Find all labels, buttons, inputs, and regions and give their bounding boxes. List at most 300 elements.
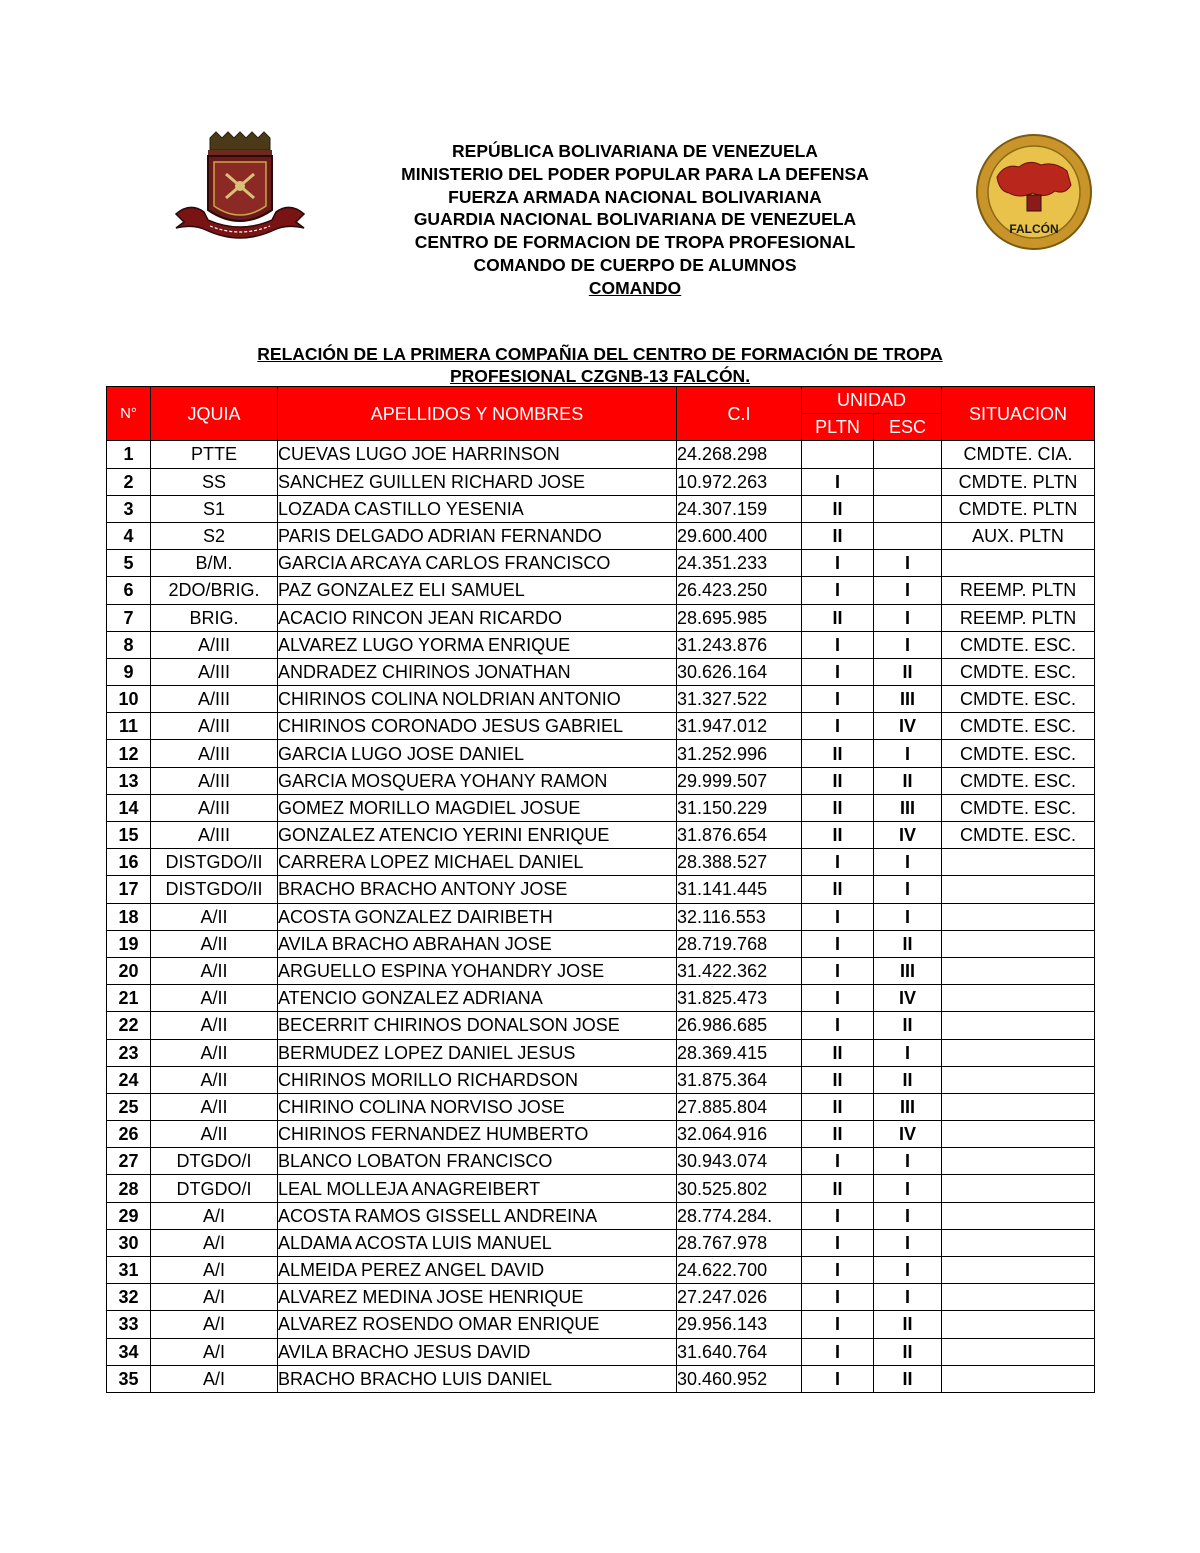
- table-row: [107, 740, 1095, 767]
- row-platoon: I: [802, 631, 874, 658]
- table-row: [107, 1202, 1095, 1229]
- row-squad: IV: [874, 1121, 942, 1148]
- row-id-number: 28.719.768: [677, 930, 802, 957]
- roster-table: [106, 386, 1095, 1393]
- row-rank: A/III: [151, 658, 278, 685]
- row-number: 32: [107, 1284, 151, 1311]
- row-full-name: BRACHO BRACHO ANTONY JOSE: [278, 876, 677, 903]
- row-rank: A/III: [151, 740, 278, 767]
- row-squad: [874, 468, 942, 495]
- column-header-ci: C.I: [677, 387, 802, 441]
- row-platoon: I: [802, 903, 874, 930]
- row-number: 3: [107, 495, 151, 522]
- header-line: MINISTERIO DEL PODER POPULAR PARA LA DEFENSA: [401, 163, 869, 184]
- row-squad: I: [874, 1202, 942, 1229]
- table-row: [107, 631, 1095, 658]
- row-full-name: CARRERA LOPEZ MICHAEL DANIEL: [278, 849, 677, 876]
- row-rank: A/I: [151, 1311, 278, 1338]
- row-id-number: 28.369.415: [677, 1039, 802, 1066]
- row-squad: II: [874, 1066, 942, 1093]
- header-underlined-line: COMANDO: [588, 277, 682, 298]
- row-squad: II: [874, 1338, 942, 1365]
- row-number: 25: [107, 1093, 151, 1120]
- row-full-name: AVILA BRACHO ABRAHAN JOSE: [278, 930, 677, 957]
- table-row: [107, 550, 1095, 577]
- row-id-number: 29.956.143: [677, 1311, 802, 1338]
- row-status: [942, 1311, 1095, 1338]
- row-full-name: ACOSTA GONZALEZ DAIRIBETH: [278, 903, 677, 930]
- row-full-name: ALVAREZ MEDINA JOSE HENRIQUE: [278, 1284, 677, 1311]
- row-number: 7: [107, 604, 151, 631]
- row-id-number: 28.767.978: [677, 1229, 802, 1256]
- table-row: [107, 1039, 1095, 1066]
- row-number: 9: [107, 658, 151, 685]
- row-number: 10: [107, 686, 151, 713]
- row-number: 14: [107, 794, 151, 821]
- row-squad: I: [874, 903, 942, 930]
- table-row: [107, 930, 1095, 957]
- row-status: [942, 1338, 1095, 1365]
- row-rank: A/II: [151, 1093, 278, 1120]
- row-rank: A/II: [151, 930, 278, 957]
- row-rank: A/III: [151, 794, 278, 821]
- row-platoon: I: [802, 1311, 874, 1338]
- row-full-name: GARCIA ARCAYA CARLOS FRANCISCO: [278, 550, 677, 577]
- row-id-number: 27.247.026: [677, 1284, 802, 1311]
- row-number: 35: [107, 1365, 151, 1392]
- row-id-number: 32.116.553: [677, 903, 802, 930]
- row-platoon: I: [802, 658, 874, 685]
- row-number: 23: [107, 1039, 151, 1066]
- row-id-number: 31.327.522: [677, 686, 802, 713]
- row-status: REEMP. PLTN: [942, 577, 1095, 604]
- table-row: [107, 468, 1095, 495]
- row-rank: A/II: [151, 1039, 278, 1066]
- table-row: [107, 1284, 1095, 1311]
- row-full-name: ARGUELLO ESPINA YOHANDRY JOSE: [278, 957, 677, 984]
- row-status: CMDTE. PLTN: [942, 495, 1095, 522]
- row-rank: DTGDO/I: [151, 1148, 278, 1175]
- table-row: [107, 849, 1095, 876]
- row-number: 33: [107, 1311, 151, 1338]
- row-full-name: BERMUDEZ LOPEZ DANIEL JESUS: [278, 1039, 677, 1066]
- row-id-number: 24.268.298: [677, 441, 802, 468]
- row-id-number: 29.600.400: [677, 522, 802, 549]
- row-full-name: BECERRIT CHIRINOS DONALSON JOSE: [278, 1012, 677, 1039]
- header-line: COMANDO DE CUERPO DE ALUMNOS: [473, 254, 797, 275]
- row-squad: I: [874, 740, 942, 767]
- row-status: [942, 550, 1095, 577]
- column-header-name: APELLIDOS Y NOMBRES: [278, 387, 677, 441]
- row-number: 22: [107, 1012, 151, 1039]
- row-squad: I: [874, 631, 942, 658]
- row-squad: I: [874, 1039, 942, 1066]
- row-rank: PTTE: [151, 441, 278, 468]
- row-status: CMDTE. ESC.: [942, 713, 1095, 740]
- column-header-pltn: PLTN: [802, 414, 874, 441]
- row-rank: A/I: [151, 1229, 278, 1256]
- row-number: 30: [107, 1229, 151, 1256]
- row-rank: A/III: [151, 631, 278, 658]
- row-full-name: SANCHEZ GUILLEN RICHARD JOSE: [278, 468, 677, 495]
- row-full-name: ATENCIO GONZALEZ ADRIANA: [278, 985, 677, 1012]
- row-squad: I: [874, 550, 942, 577]
- row-rank: A/I: [151, 1202, 278, 1229]
- row-platoon: I: [802, 1012, 874, 1039]
- row-status: [942, 1175, 1095, 1202]
- row-squad: II: [874, 658, 942, 685]
- table-row: [107, 1066, 1095, 1093]
- row-full-name: ACOSTA RAMOS GISSELL ANDREINA: [278, 1202, 677, 1229]
- row-rank: A/III: [151, 713, 278, 740]
- row-squad: I: [874, 1175, 942, 1202]
- row-squad: I: [874, 1284, 942, 1311]
- row-number: 4: [107, 522, 151, 549]
- row-id-number: 30.943.074: [677, 1148, 802, 1175]
- row-status: CMDTE. CIA.: [942, 441, 1095, 468]
- row-id-number: 31.875.364: [677, 1066, 802, 1093]
- row-full-name: GONZALEZ ATENCIO YERINI ENRIQUE: [278, 822, 677, 849]
- row-status: REEMP. PLTN: [942, 604, 1095, 631]
- row-full-name: ALVAREZ ROSENDO OMAR ENRIQUE: [278, 1311, 677, 1338]
- row-status: AUX. PLTN: [942, 522, 1095, 549]
- table-row: [107, 1121, 1095, 1148]
- row-status: CMDTE. ESC.: [942, 794, 1095, 821]
- row-full-name: ALDAMA ACOSTA LUIS MANUEL: [278, 1229, 677, 1256]
- row-status: [942, 1365, 1095, 1392]
- row-number: 12: [107, 740, 151, 767]
- row-status: [942, 930, 1095, 957]
- row-status: [942, 1284, 1095, 1311]
- row-id-number: 32.064.916: [677, 1121, 802, 1148]
- row-squad: III: [874, 686, 942, 713]
- row-rank: A/III: [151, 822, 278, 849]
- row-full-name: PARIS DELGADO ADRIAN FERNANDO: [278, 522, 677, 549]
- row-platoon: II: [802, 767, 874, 794]
- column-header-esc: ESC: [874, 414, 942, 441]
- row-platoon: II: [802, 740, 874, 767]
- row-status: [942, 903, 1095, 930]
- row-number: 6: [107, 577, 151, 604]
- row-number: 16: [107, 849, 151, 876]
- table-row: [107, 985, 1095, 1012]
- row-full-name: GARCIA LUGO JOSE DANIEL: [278, 740, 677, 767]
- row-full-name: CHIRINOS CORONADO JESUS GABRIEL: [278, 713, 677, 740]
- table-row: [107, 1365, 1095, 1392]
- row-rank: 2DO/BRIG.: [151, 577, 278, 604]
- gnb-coat-of-arms-logo: [170, 128, 310, 246]
- row-number: 17: [107, 876, 151, 903]
- column-header-number: N°: [107, 387, 151, 441]
- row-full-name: BLANCO LOBATON FRANCISCO: [278, 1148, 677, 1175]
- row-platoon: I: [802, 468, 874, 495]
- table-row: [107, 1229, 1095, 1256]
- row-squad: III: [874, 957, 942, 984]
- table-row: [107, 441, 1095, 468]
- row-rank: SS: [151, 468, 278, 495]
- header-line: REPÚBLICA BOLIVARIANA DE VENEZUELA: [452, 141, 818, 161]
- row-full-name: ALMEIDA PEREZ ANGEL DAVID: [278, 1257, 677, 1284]
- row-id-number: 28.388.527: [677, 849, 802, 876]
- row-full-name: GARCIA MOSQUERA YOHANY RAMON: [278, 767, 677, 794]
- row-rank: A/II: [151, 1121, 278, 1148]
- row-platoon: I: [802, 686, 874, 713]
- row-id-number: 31.876.654: [677, 822, 802, 849]
- table-row: [107, 713, 1095, 740]
- row-id-number: 28.695.985: [677, 604, 802, 631]
- row-full-name: LOZADA CASTILLO YESENIA: [278, 495, 677, 522]
- row-rank: A/II: [151, 957, 278, 984]
- row-rank: A/I: [151, 1284, 278, 1311]
- row-number: 1: [107, 441, 151, 468]
- row-number: 15: [107, 822, 151, 849]
- row-number: 20: [107, 957, 151, 984]
- row-rank: DISTGDO/II: [151, 849, 278, 876]
- table-row: [107, 876, 1095, 903]
- row-id-number: 31.422.362: [677, 957, 802, 984]
- document-title: [150, 343, 1050, 387]
- column-header-status: SITUACION: [942, 387, 1095, 441]
- row-number: 27: [107, 1148, 151, 1175]
- row-status: [942, 849, 1095, 876]
- row-platoon: II: [802, 522, 874, 549]
- table-row: [107, 658, 1095, 685]
- row-platoon: I: [802, 1338, 874, 1365]
- row-rank: A/III: [151, 686, 278, 713]
- row-id-number: 24.622.700: [677, 1257, 802, 1284]
- row-number: 18: [107, 903, 151, 930]
- row-platoon: I: [802, 713, 874, 740]
- table-row: [107, 1338, 1095, 1365]
- row-id-number: 28.774.284.: [677, 1202, 802, 1229]
- row-squad: I: [874, 1257, 942, 1284]
- row-platoon: II: [802, 1121, 874, 1148]
- row-squad: II: [874, 1365, 942, 1392]
- row-status: [942, 1148, 1095, 1175]
- row-number: 5: [107, 550, 151, 577]
- title-line-2: PROFESIONAL CZGNB-13 FALCÓN.: [449, 366, 751, 386]
- row-status: CMDTE. ESC.: [942, 822, 1095, 849]
- row-status: [942, 1093, 1095, 1120]
- row-platoon: I: [802, 1365, 874, 1392]
- row-platoon: I: [802, 930, 874, 957]
- table-row: [107, 495, 1095, 522]
- row-rank: A/III: [151, 767, 278, 794]
- table-row: [107, 767, 1095, 794]
- row-squad: [874, 441, 942, 468]
- row-squad: I: [874, 876, 942, 903]
- row-squad: [874, 522, 942, 549]
- row-status: [942, 1039, 1095, 1066]
- row-platoon: II: [802, 604, 874, 631]
- row-number: 34: [107, 1338, 151, 1365]
- row-full-name: CUEVAS LUGO JOE HARRINSON: [278, 441, 677, 468]
- row-platoon: I: [802, 1148, 874, 1175]
- row-number: 26: [107, 1121, 151, 1148]
- column-header-rank: JQUIA: [151, 387, 278, 441]
- row-rank: B/M.: [151, 550, 278, 577]
- row-id-number: 31.947.012: [677, 713, 802, 740]
- row-id-number: 24.307.159: [677, 495, 802, 522]
- row-number: 2: [107, 468, 151, 495]
- row-status: [942, 1229, 1095, 1256]
- row-number: 24: [107, 1066, 151, 1093]
- row-number: 29: [107, 1202, 151, 1229]
- row-full-name: PAZ GONZALEZ ELI SAMUEL: [278, 577, 677, 604]
- row-id-number: 31.640.764: [677, 1338, 802, 1365]
- row-id-number: 29.999.507: [677, 767, 802, 794]
- table-row: [107, 577, 1095, 604]
- roster-body: [107, 441, 1095, 1393]
- row-status: CMDTE. ESC.: [942, 767, 1095, 794]
- row-rank: S1: [151, 495, 278, 522]
- row-squad: I: [874, 604, 942, 631]
- row-full-name: BRACHO BRACHO LUIS DANIEL: [278, 1365, 677, 1392]
- row-id-number: 31.150.229: [677, 794, 802, 821]
- institution-header: [300, 140, 970, 300]
- row-rank: A/II: [151, 903, 278, 930]
- row-status: [942, 1202, 1095, 1229]
- row-squad: I: [874, 1148, 942, 1175]
- column-header-unit: UNIDAD: [802, 387, 942, 414]
- row-full-name: CHIRINOS MORILLO RICHARDSON: [278, 1066, 677, 1093]
- row-platoon: I: [802, 550, 874, 577]
- row-platoon: II: [802, 1066, 874, 1093]
- row-full-name: GOMEZ MORILLO MAGDIEL JOSUE: [278, 794, 677, 821]
- row-rank: A/I: [151, 1338, 278, 1365]
- row-full-name: LEAL MOLLEJA ANAGREIBERT: [278, 1175, 677, 1202]
- row-squad: II: [874, 1311, 942, 1338]
- table-row: [107, 1093, 1095, 1120]
- header-line: GUARDIA NACIONAL BOLIVARIANA DE VENEZUELA: [413, 209, 857, 230]
- row-squad: II: [874, 1012, 942, 1039]
- row-rank: A/II: [151, 1066, 278, 1093]
- row-number: 13: [107, 767, 151, 794]
- row-full-name: ANDRADEZ CHIRINOS JONATHAN: [278, 658, 677, 685]
- row-rank: DISTGDO/II: [151, 876, 278, 903]
- row-platoon: [802, 441, 874, 468]
- table-row: [107, 1148, 1095, 1175]
- row-full-name: CHIRINOS FERNANDEZ HUMBERTO: [278, 1121, 677, 1148]
- table-row: [107, 522, 1095, 549]
- row-id-number: 26.986.685: [677, 1012, 802, 1039]
- row-rank: A/I: [151, 1365, 278, 1392]
- row-squad: I: [874, 577, 942, 604]
- table-row: [107, 686, 1095, 713]
- row-full-name: ALVAREZ LUGO YORMA ENRIQUE: [278, 631, 677, 658]
- row-platoon: II: [802, 1039, 874, 1066]
- seal-text: FALCÓN: [1009, 222, 1059, 236]
- row-full-name: ACACIO RINCON JEAN RICARDO: [278, 604, 677, 631]
- row-full-name: CHIRINO COLINA NORVISO JOSE: [278, 1093, 677, 1120]
- row-id-number: 31.141.445: [677, 876, 802, 903]
- header-line: FUERZA ARMADA NACIONAL BOLIVARIANA: [448, 186, 822, 207]
- row-rank: A/II: [151, 985, 278, 1012]
- row-status: CMDTE. PLTN: [942, 468, 1095, 495]
- row-status: [942, 1121, 1095, 1148]
- row-number: 31: [107, 1257, 151, 1284]
- table-row: [107, 1257, 1095, 1284]
- row-platoon: II: [802, 822, 874, 849]
- row-status: [942, 876, 1095, 903]
- row-full-name: AVILA BRACHO JESUS DAVID: [278, 1338, 677, 1365]
- row-rank: S2: [151, 522, 278, 549]
- table-row: [107, 1175, 1095, 1202]
- row-platoon: I: [802, 1202, 874, 1229]
- row-status: CMDTE. ESC.: [942, 631, 1095, 658]
- row-id-number: 24.351.233: [677, 550, 802, 577]
- row-squad: III: [874, 1093, 942, 1120]
- row-platoon: I: [802, 1229, 874, 1256]
- row-squad: [874, 495, 942, 522]
- row-platoon: II: [802, 1093, 874, 1120]
- table-row: [107, 903, 1095, 930]
- table-row: [107, 822, 1095, 849]
- row-platoon: I: [802, 985, 874, 1012]
- row-status: [942, 957, 1095, 984]
- row-platoon: II: [802, 1175, 874, 1202]
- row-id-number: 27.885.804: [677, 1093, 802, 1120]
- row-squad: IV: [874, 713, 942, 740]
- table-row: [107, 1012, 1095, 1039]
- row-id-number: 10.972.263: [677, 468, 802, 495]
- row-squad: II: [874, 930, 942, 957]
- row-id-number: 31.825.473: [677, 985, 802, 1012]
- row-squad: III: [874, 794, 942, 821]
- header-line: CENTRO DE FORMACION DE TROPA PROFESIONAL: [414, 232, 856, 253]
- row-platoon: II: [802, 794, 874, 821]
- row-rank: A/II: [151, 1012, 278, 1039]
- row-squad: II: [874, 767, 942, 794]
- row-id-number: 31.243.876: [677, 631, 802, 658]
- row-status: [942, 1066, 1095, 1093]
- row-squad: IV: [874, 985, 942, 1012]
- row-id-number: 30.525.802: [677, 1175, 802, 1202]
- row-number: 8: [107, 631, 151, 658]
- row-platoon: II: [802, 495, 874, 522]
- row-number: 19: [107, 930, 151, 957]
- table-row: [107, 957, 1095, 984]
- row-platoon: II: [802, 876, 874, 903]
- row-platoon: I: [802, 577, 874, 604]
- row-status: CMDTE. ESC.: [942, 686, 1095, 713]
- row-rank: DTGDO/I: [151, 1175, 278, 1202]
- row-squad: IV: [874, 822, 942, 849]
- falcon-seal-logo: [975, 133, 1093, 251]
- row-id-number: 30.626.164: [677, 658, 802, 685]
- row-platoon: I: [802, 957, 874, 984]
- row-platoon: I: [802, 1284, 874, 1311]
- row-status: [942, 985, 1095, 1012]
- title-line-1: RELACIÓN DE LA PRIMERA COMPAÑIA DEL CENTRO DE FORMACIÓN DE TROPA: [257, 344, 943, 364]
- row-squad: I: [874, 849, 942, 876]
- row-status: [942, 1012, 1095, 1039]
- row-id-number: 31.252.996: [677, 740, 802, 767]
- row-number: 21: [107, 985, 151, 1012]
- row-id-number: 30.460.952: [677, 1365, 802, 1392]
- table-row: [107, 604, 1095, 631]
- row-rank: A/I: [151, 1257, 278, 1284]
- row-full-name: CHIRINOS COLINA NOLDRIAN ANTONIO: [278, 686, 677, 713]
- table-row: [107, 794, 1095, 821]
- row-squad: I: [874, 1229, 942, 1256]
- table-row: [107, 1311, 1095, 1338]
- row-status: CMDTE. ESC.: [942, 740, 1095, 767]
- row-status: [942, 1257, 1095, 1284]
- row-number: 28: [107, 1175, 151, 1202]
- row-status: CMDTE. ESC.: [942, 658, 1095, 685]
- row-number: 11: [107, 713, 151, 740]
